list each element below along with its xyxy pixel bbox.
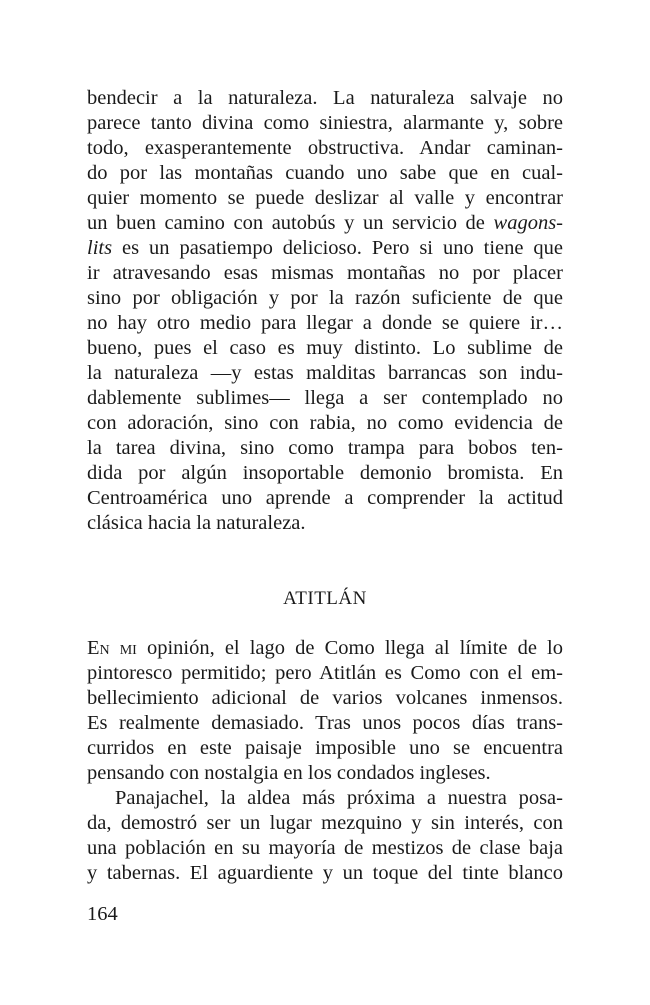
text-run: es un pasatiempo delicioso. Pero si uno tiene que — [112, 237, 563, 259]
text-line — [87, 111, 563, 136]
text-line — [87, 361, 563, 386]
page-number: 164 — [87, 903, 118, 925]
text-line — [87, 136, 563, 161]
text-line — [87, 286, 563, 311]
text-line — [87, 311, 563, 336]
text-line — [87, 161, 563, 186]
text-line — [87, 711, 563, 736]
text-run: bellecimiento adicional de varios volcanes inmensos. — [87, 687, 563, 709]
text-run: bendecir a la naturaleza. La naturaleza salvaje no — [87, 87, 563, 109]
text-run: sino por obligación y por la razón suficiente de que — [87, 287, 563, 309]
text-line — [87, 411, 563, 436]
text-line — [87, 386, 563, 411]
italic-text-run: wagons- — [493, 212, 563, 234]
text-run: no hay otro medio para llegar a donde se quiere ir… — [87, 312, 563, 334]
text-run: parece tanto divina como siniestra, alarmante y, sobre — [87, 112, 563, 134]
text-run: pintoresco permitido; pero Atitlán es Como con el em- — [87, 662, 563, 684]
spacer — [87, 611, 563, 636]
text-line — [87, 686, 563, 711]
text-line — [87, 511, 563, 536]
text-line — [87, 761, 563, 786]
text-line — [87, 236, 563, 261]
text-line — [87, 436, 563, 461]
text-run: Panajachel, la aldea más próxima a nuestra posa- — [115, 787, 563, 809]
text-run: la naturaleza —y estas malditas barrancas son indu- — [87, 362, 563, 384]
text-line — [87, 786, 563, 811]
section-heading: ATITLÁN — [283, 588, 367, 609]
text-line — [87, 736, 563, 761]
text-run: clásica hacia la naturaleza. — [87, 512, 306, 534]
text-run: curridos en este paisaje imposible uno se encuentra — [87, 737, 563, 759]
text-line — [87, 461, 563, 486]
text-run: do por las montañas cuando uno sabe que en cual- — [87, 162, 563, 184]
text-run: da, demostró ser un lugar mezquino y sin interés, con — [87, 812, 563, 834]
text-line — [87, 836, 563, 861]
text-line — [87, 486, 563, 511]
text-run: la tarea divina, sino como trampa para bobos ten- — [87, 437, 563, 459]
text-run: todo, exasperantemente obstructiva. Andar caminan- — [87, 137, 563, 159]
text-run: quier momento se puede deslizar al valle y encontrar — [87, 187, 563, 209]
text-line — [87, 811, 563, 836]
text-line — [87, 636, 563, 661]
text-line — [87, 661, 563, 686]
text-run: una población en su mayoría de mestizos de clase baja — [87, 837, 563, 859]
paragraph — [87, 786, 563, 886]
text-run: ir atravesando esas mismas montañas no por placer — [87, 262, 563, 284]
text-line — [87, 186, 563, 211]
text-run: Centroamérica uno aprende a comprender la actitud — [87, 487, 563, 509]
text-run: un buen camino con autobús y un servicio de — [87, 212, 494, 234]
text-line — [87, 211, 563, 236]
text-line — [87, 86, 563, 111]
text-run: con adoración, sino con rabia, no como evidencia de — [87, 412, 563, 434]
text-run: dablemente sublimes— llega a ser contemplado no — [87, 387, 563, 409]
text-run: bueno, pues el caso es muy distinto. Lo sublime de — [87, 337, 563, 359]
text-block — [87, 86, 563, 886]
text-run: pensando con nostalgia en los condados ingleses. — [87, 762, 491, 784]
italic-text-run: lits — [87, 237, 113, 259]
text-run: Es realmente demasiado. Tras unos pocos días trans- — [87, 712, 563, 734]
text-run: opinión, el lago de Como llega al límite de lo — [136, 637, 564, 659]
paragraph — [87, 636, 563, 786]
text-run: dida por algún insoportable demonio bromista. En — [87, 462, 563, 484]
text-line — [87, 261, 563, 286]
text-line — [87, 861, 563, 886]
paragraph — [87, 86, 563, 536]
spacer — [87, 536, 563, 586]
smallcaps-opening: En mi — [87, 637, 137, 659]
text-line — [87, 336, 563, 361]
text-run: y tabernas. El aguardiente y un toque del tinte blanco — [87, 862, 563, 884]
